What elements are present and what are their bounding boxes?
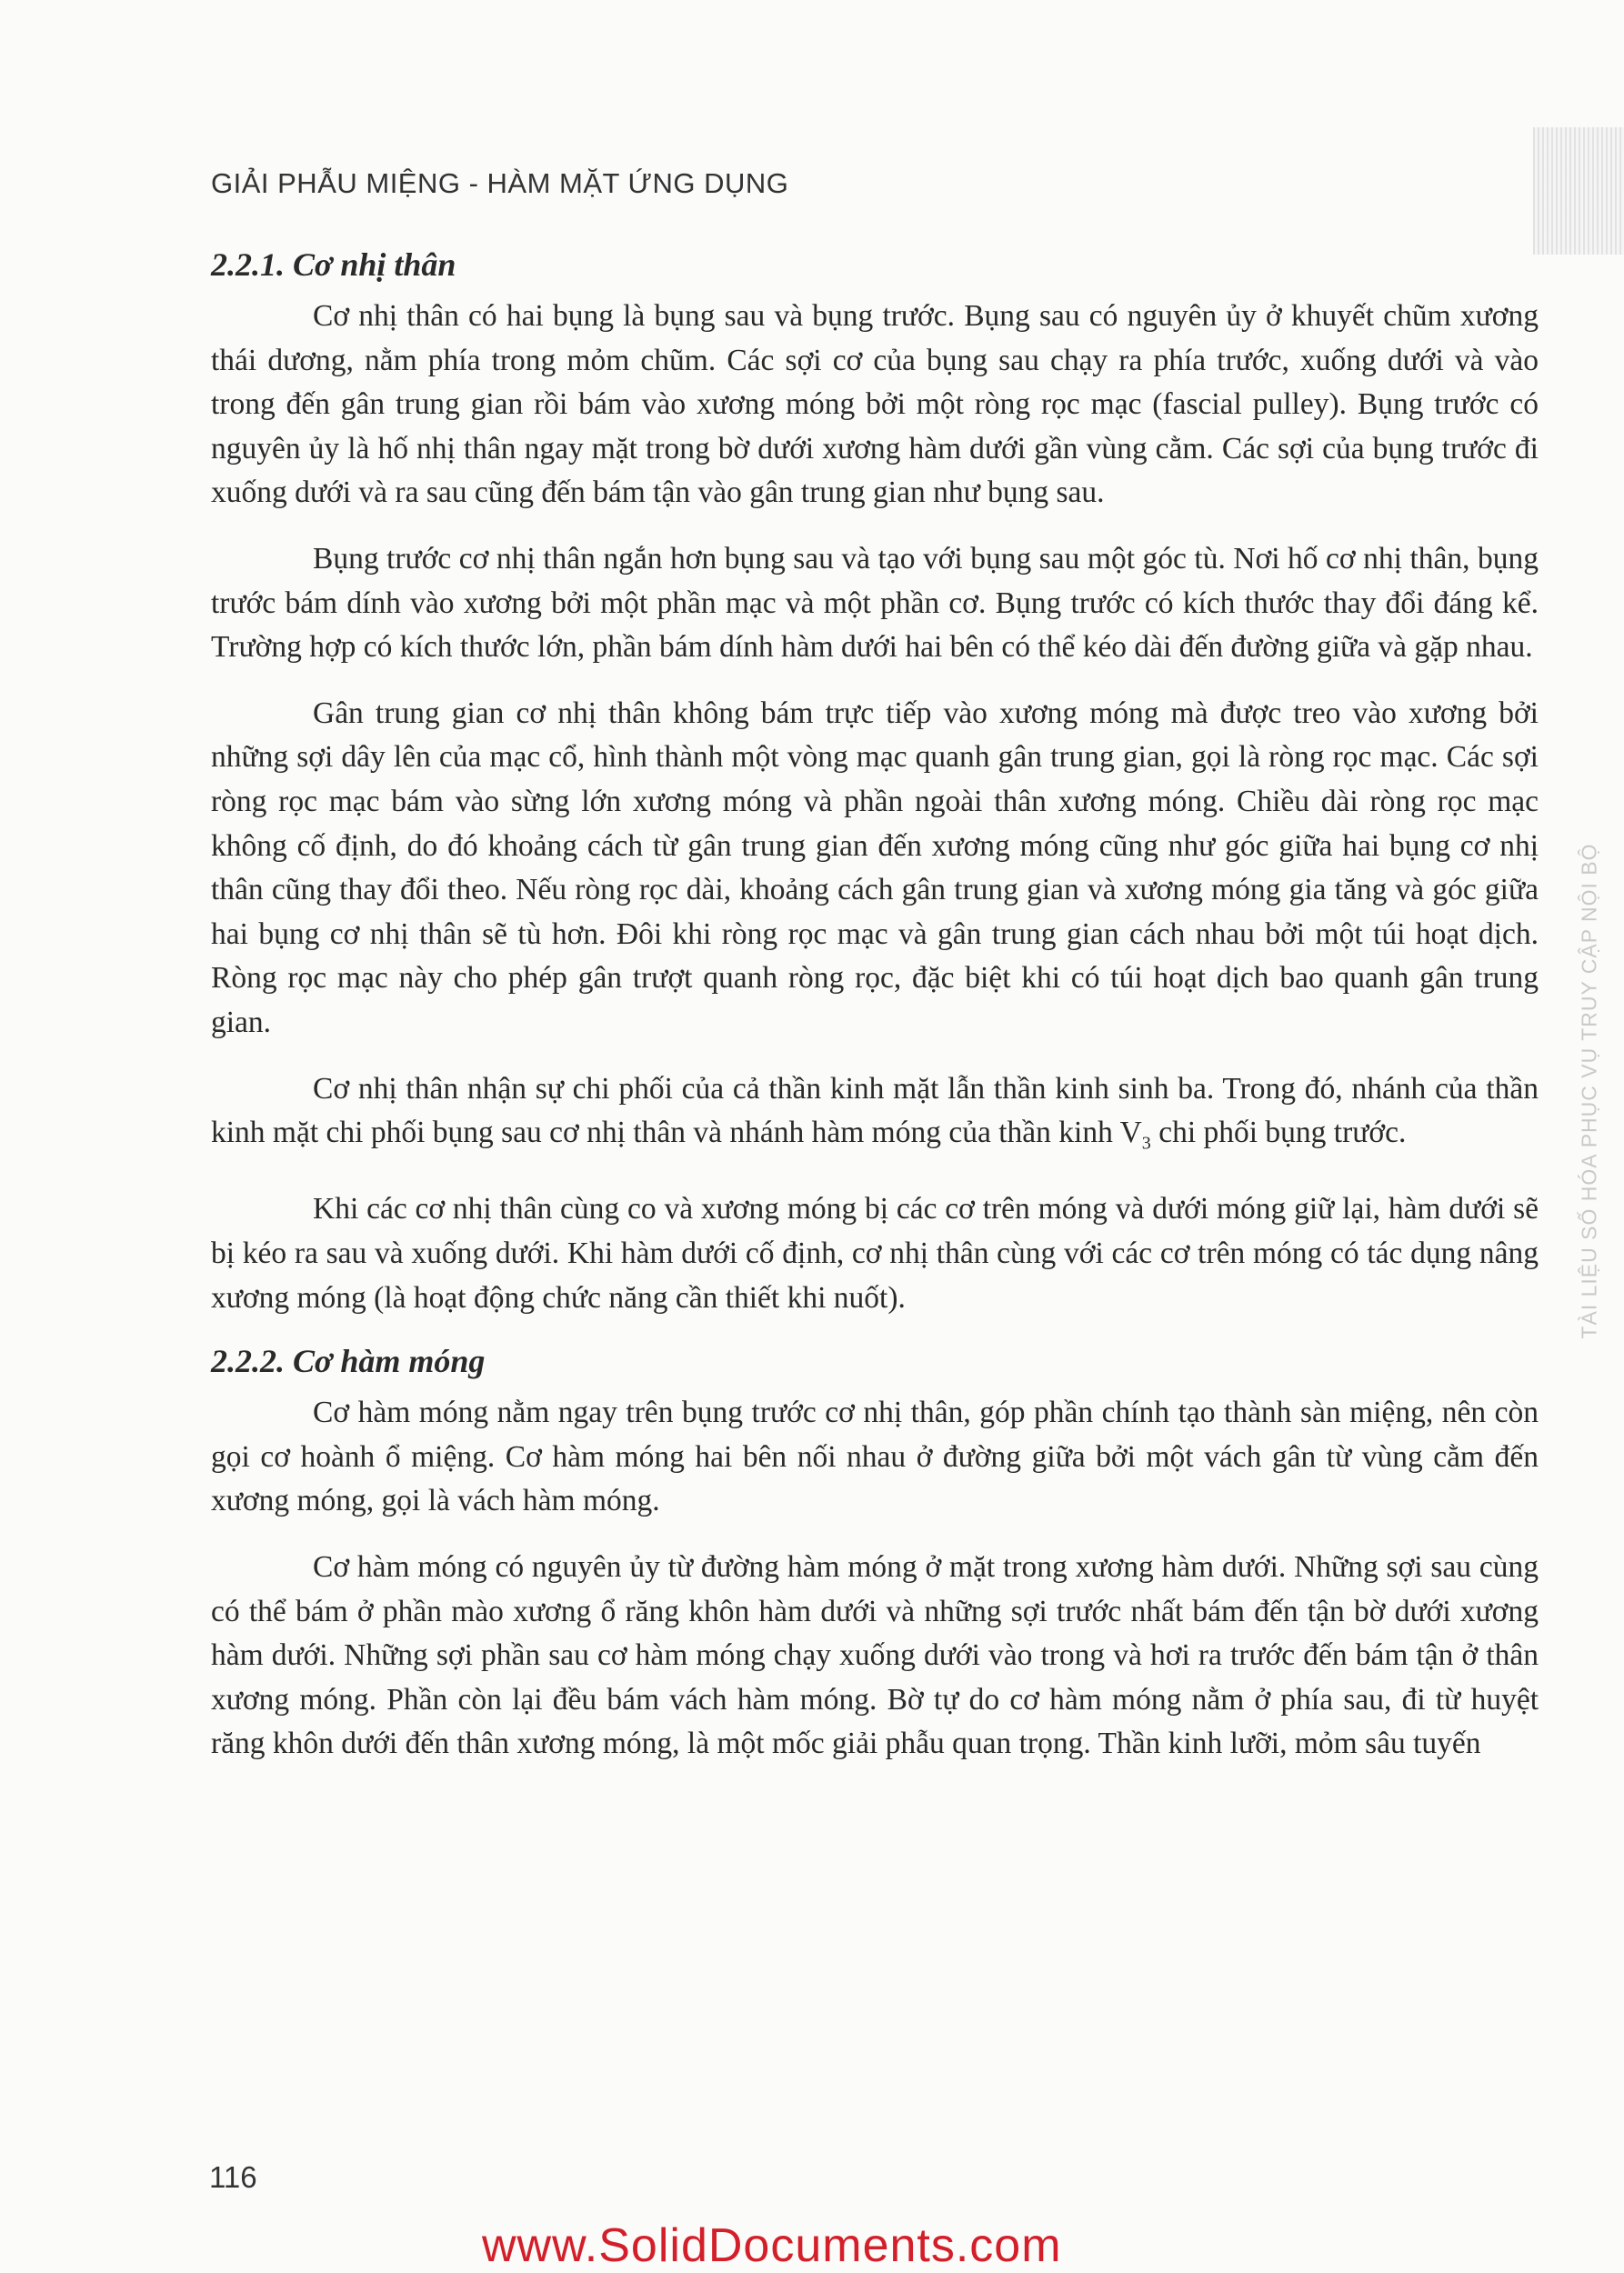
paragraph-innervation xyxy=(211,1067,1539,1167)
paragraph: Cơ nhị thân có hai bụng là bụng sau và bụng trước. Bụng sau có nguyên ủy ở khuyết chũm xương thái dương, nằm phía trong mỏm chũm. Các sợi cơ của bụng sau chạy ra phía trước, xuống dưới và vào trong đến gân trung gian rồi bám vào xương móng bởi một ròng rọc mạc (fascial pulley). Bụng trước có nguyên ủy là hố nhị thân ngay mặt trong bờ dưới xương hàm dưới gần vùng cằm. Các sợi của bụng trước đi xuống dưới và ra sau cũng đến bám tận vào gân trung gian như bụng sau. xyxy=(211,299,1539,510)
paragraph: Khi các cơ nhị thân cùng co và xương móng bị các cơ trên móng và dưới móng giữ lại, hàm dưới sẽ bị kéo ra sau và xuống dưới. Khi hàm dưới cố định, cơ nhị thân cùng với các cơ trên móng có tác dụng nâng xương móng (là hoạt động chức năng cần thiết khi nuốt). xyxy=(211,1192,1539,1315)
paragraph-text: Cơ nhị thân nhận sự chi phối của cả thần kinh mặt lẫn thần kinh sinh ba. Trong đó, nhánh của thần kinh mặt chi phối bụng sau cơ nhị thân và nhánh hàm móng của thần kinh V xyxy=(211,1071,1539,1150)
paragraph: Cơ hàm móng có nguyên ủy từ đường hàm móng ở mặt trong xương hàm dưới. Những sợi sau cùng có thể bám ở phần mào xương ổ răng khôn hàm dưới và những sợi trước nhất bám đến tận bờ dưới xương hàm dưới. Những sợi phần sau cơ hàm móng chạy xuống dưới vào trong và hơi ra trước đến bám tận ở thân xương móng. Phần còn lại đều bám vách hàm móng. Bờ tự do cơ hàm móng nằm ở phía sau, đi từ huyệt răng khôn dưới đến thân xương móng, là một mốc giải phẫu quan trọng. Thần kinh lưỡi, mỏm sâu tuyến xyxy=(211,1549,1539,1761)
running-header: GIẢI PHẪU MIỆNG - HÀM MẶT ỨNG DỤNG xyxy=(211,167,789,199)
paragraph-tail: chi phối bụng trước. xyxy=(1150,1116,1407,1150)
scan-edge-artifact xyxy=(1533,127,1624,255)
paragraph: Cơ hàm móng nằm ngay trên bụng trước cơ nhị thân, góp phần chính tạo thành sàn miệng, nên còn gọi cơ hoành ổ miệng. Cơ hàm móng hai bên nối nhau ở đường giữa bởi một vách gân từ vùng cằm đến xương móng, gọi là vách hàm móng. xyxy=(211,1396,1539,1518)
paragraph: Gân trung gian cơ nhị thân không bám trực tiếp vào xương móng mà được treo vào xương bởi những sợi dây lên của mạc cổ, hình thành một vòng mạc quanh gân trung gian, gọi là ròng rọc mạc. Các sợi ròng rọc mạc bám vào sừng lớn xương móng và phần ngoài thân xương móng. Chiều dài ròng rọc mạc không cố định, do đó khoảng cách từ gân trung gian đến xương móng cũng như góc giữa hai bụng cơ nhị thân cũng thay đổi theo. Nếu ròng rọc dài, khoảng cách gân trung gian và xương móng gia tăng và góc giữa hai bụng cơ nhị thân sẽ tù hơn. Đôi khi ròng rọc mạc và gân trung gian cách nhau bởi một túi hoạt dịch. Ròng rọc mạc này cho phép gân trượt quanh ròng rọc, đặc biệt khi có túi hoạt dịch bao quanh gân trung gian. xyxy=(211,696,1539,1039)
paragraph: Bụng trước cơ nhị thân ngắn hơn bụng sau và tạo với bụng sau một góc tù. Nơi hố cơ nhị thân, bụng trước bám dính vào xương bởi một phần mạc và một phần cơ. Bụng trước có kích thước thay đổi đáng kể. Trường hợp có kích thước lớn, phần bám dính hàm dưới hai bên có thể kéo dài đến đường giữa và gặp nhau. xyxy=(211,541,1539,665)
footer-url: www.SolidDocuments.com xyxy=(482,2219,1062,2272)
section-title-2-2-1: 2.2.1. Cơ nhị thân xyxy=(211,246,456,283)
subscript: 3 xyxy=(1141,1133,1151,1154)
section-title-2-2-2: 2.2.2. Cơ hàm móng xyxy=(211,1343,486,1380)
page-number: 116 xyxy=(209,2160,257,2194)
side-watermark: TÀI LIỆU SỐ HÓA PHỤC VỤ TRUY CẬP NỘI BỘ xyxy=(1577,843,1601,1339)
page-body xyxy=(211,245,1539,1788)
